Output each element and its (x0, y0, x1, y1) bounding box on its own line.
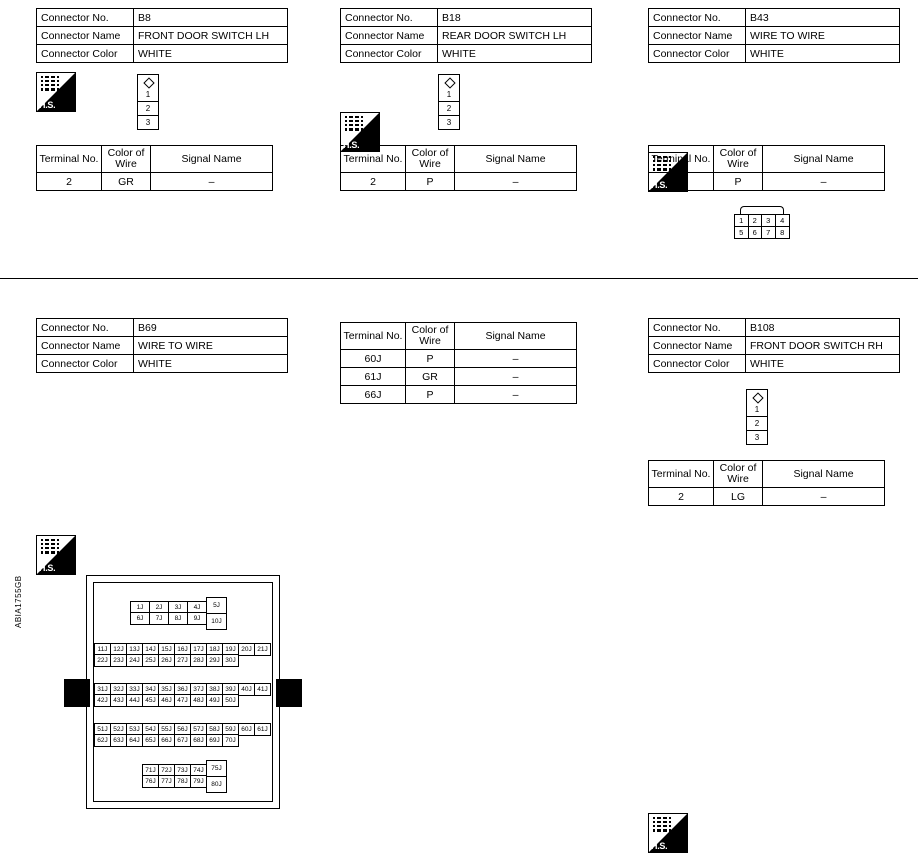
table-row (341, 27, 592, 45)
connector-color-label: Connector Color (341, 45, 438, 63)
cell-color-of-wire: P (406, 173, 455, 191)
table-row (341, 9, 592, 27)
connector-header-table-b18 (340, 8, 592, 63)
connector-color-label: Connector Color (649, 45, 746, 63)
pin-cell: 20J (239, 644, 255, 656)
pin-cell: 66J (159, 735, 175, 747)
cell-color-of-wire: P (714, 173, 763, 191)
table-row (649, 27, 900, 45)
pin-cell: 41J (255, 684, 271, 696)
pin-cell: 5 (735, 227, 749, 238)
cell-terminal-no: 2 (341, 173, 406, 191)
table-row (649, 337, 900, 355)
pin-cell: 30J (223, 655, 239, 667)
cell-terminal-no: 66J (341, 386, 406, 404)
pin-cell: 42J (95, 695, 111, 707)
col-terminal-no: Terminal No. (37, 146, 102, 173)
pin-cell: 14J (143, 644, 159, 656)
pin-group-1-extra (206, 597, 227, 630)
pin-cell: 1J (131, 602, 150, 614)
connector-face-icon (653, 817, 671, 833)
pin-cell: 1 (735, 215, 749, 227)
connector-name-label: Connector Name (341, 27, 438, 45)
connector-no-label: Connector No. (649, 319, 746, 337)
col-terminal-no: Terminal No. (649, 146, 714, 173)
pin-group-3-row2 (94, 694, 239, 707)
pin-cell: 58J (207, 724, 223, 736)
pin-cell: 64J (127, 735, 143, 747)
pin-cell: 16J (175, 644, 191, 656)
pin-cell: 73J (175, 765, 191, 777)
connector-color-label: Connector Color (37, 355, 134, 373)
pin-cell: 6 (749, 227, 763, 238)
pin-cell: 32J (111, 684, 127, 696)
pin-group-1-row2 (130, 612, 207, 625)
pin-cell: 24J (127, 655, 143, 667)
connector-color-value: WHITE (438, 45, 592, 63)
table-row (341, 173, 577, 191)
pin-cell: 3 (754, 433, 760, 442)
pin-cell: 44J (127, 695, 143, 707)
pin-cell: 23J (111, 655, 127, 667)
pin-cell: 2 (749, 215, 763, 227)
pinout-b69 (64, 575, 302, 807)
table-row (649, 319, 900, 337)
table-row (37, 355, 288, 373)
pin-cell: 7 (762, 227, 776, 238)
cell-terminal-no: 2 (649, 488, 714, 506)
hs-label-b18: H.S. (343, 140, 360, 150)
pin-cell: 34J (143, 684, 159, 696)
pin-cell: 80J (207, 777, 227, 793)
col-signal-name: Signal Name (455, 323, 577, 350)
pin-cell: 72J (159, 765, 175, 777)
pin-cell: 9J (188, 613, 207, 625)
pin-cell: 33J (127, 684, 143, 696)
pin-cell: 45J (143, 695, 159, 707)
connector-color-label: Connector Color (37, 45, 134, 63)
col-terminal-no: Terminal No. (341, 323, 406, 350)
document-side-code: ABIA1755GB (14, 575, 23, 628)
pin-cell: 39J (223, 684, 239, 696)
pin-cell: 63J (111, 735, 127, 747)
table-header-row (341, 146, 577, 173)
pin-cell: 1 (747, 403, 767, 417)
pin-cell: 2 (747, 417, 767, 431)
connector-no-label: Connector No. (37, 9, 134, 27)
connector-no-value: B43 (746, 9, 900, 27)
pin-cell: 49J (207, 695, 223, 707)
pin-cell: 78J (175, 776, 191, 788)
terminal-table-b8 (36, 145, 273, 191)
pin-cell: 29J (207, 655, 223, 667)
table-row (649, 45, 900, 63)
pin-group-5-row2 (142, 775, 207, 788)
connector-block-b108 (648, 318, 900, 373)
pin-cell: 40J (239, 684, 255, 696)
col-color-of-wire: Color of Wire (714, 146, 763, 173)
pinout-b8 (137, 74, 159, 130)
pin-cell: 10J (207, 614, 227, 630)
connector-no-value: B18 (438, 9, 592, 27)
pin-cell: 46J (159, 695, 175, 707)
connector-face-icon (41, 76, 59, 92)
pin-cell: 57J (191, 724, 207, 736)
hs-label-b69: H.S. (39, 563, 56, 573)
col-color-of-wire: Color of Wire (714, 461, 763, 488)
pin-cell: 21J (255, 644, 271, 656)
cell-color-of-wire: GR (406, 368, 455, 386)
pin-cell: 76J (143, 776, 159, 788)
keyway-icon (747, 390, 767, 403)
connector-color-label: Connector Color (649, 355, 746, 373)
pin-cell: 17J (191, 644, 207, 656)
pin-cell: 36J (175, 684, 191, 696)
connector-name-value: REAR DOOR SWITCH LH (438, 27, 592, 45)
connector-name-label: Connector Name (37, 337, 134, 355)
pin-cell: 48J (191, 695, 207, 707)
hs-icon-b69 (36, 535, 76, 575)
col-color-of-wire: Color of Wire (406, 323, 455, 350)
cell-terminal-no: 2 (37, 173, 102, 191)
hs-icon-b108 (648, 813, 688, 853)
pin-group-4-row2 (94, 734, 239, 747)
pin-cell: 35J (159, 684, 175, 696)
table-header-row (649, 146, 885, 173)
connector-no-label: Connector No. (649, 9, 746, 27)
connector-block-b43 (648, 8, 900, 63)
table-row (37, 319, 288, 337)
section-divider (0, 278, 918, 279)
pin-cell: 54J (143, 724, 159, 736)
cell-color-of-wire: GR (102, 173, 151, 191)
cell-color-of-wire: P (406, 350, 455, 368)
pin-cell: 4 (776, 215, 790, 227)
pin-cell: 26J (159, 655, 175, 667)
terminal-table-b18 (340, 145, 577, 191)
terminal-table-b43 (648, 145, 885, 191)
connector-color-value: WHITE (746, 355, 900, 373)
pin-cell: 3J (169, 602, 188, 614)
connector-no-value: B8 (134, 9, 288, 27)
cell-signal-name: – (455, 386, 577, 404)
connector-name-label: Connector Name (649, 27, 746, 45)
col-signal-name: Signal Name (763, 461, 885, 488)
connector-no-label: Connector No. (341, 9, 438, 27)
pin-cell: 56J (175, 724, 191, 736)
connector-latch-icon (740, 206, 784, 214)
table-row (649, 9, 900, 27)
col-color-of-wire: Color of Wire (102, 146, 151, 173)
hs-label-b43: H.S. (651, 180, 668, 190)
cell-signal-name: – (763, 488, 885, 506)
pin-cell: 7J (150, 613, 169, 625)
pin-cell: 15J (159, 644, 175, 656)
hs-icon-b8 (36, 72, 76, 112)
pin-cell: 19J (223, 644, 239, 656)
keyway-icon (138, 75, 158, 88)
connector-name-label: Connector Name (37, 27, 134, 45)
pin-cell: 47J (175, 695, 191, 707)
pinout-b18 (438, 74, 460, 130)
table-header-row (37, 146, 273, 173)
pin-cell: 77J (159, 776, 175, 788)
terminal-table-b69 (340, 322, 577, 404)
cell-terminal-no: 4 (649, 173, 714, 191)
hs-label-b8: H.S. (39, 100, 56, 110)
connector-header-table-b69 (36, 318, 288, 373)
table-header-row (341, 323, 577, 350)
pin-cell: 1 (439, 88, 459, 102)
pin-cell: 53J (127, 724, 143, 736)
table-row (649, 488, 885, 506)
cell-terminal-no: 60J (341, 350, 406, 368)
pin-cell: 3 (446, 118, 452, 127)
table-row (37, 27, 288, 45)
pin-cell: 67J (175, 735, 191, 747)
pin-cell: 55J (159, 724, 175, 736)
table-row (37, 337, 288, 355)
pin-cell: 31J (95, 684, 111, 696)
table-row (341, 386, 577, 404)
table-row (341, 350, 577, 368)
terminal-table-b108 (648, 460, 885, 506)
connector-tab-right (276, 679, 302, 707)
connector-header-table-b108 (648, 318, 900, 373)
cell-color-of-wire: LG (714, 488, 763, 506)
pinout-b108 (746, 389, 768, 445)
table-row (341, 368, 577, 386)
col-terminal-no: Terminal No. (341, 146, 406, 173)
connector-color-value: WHITE (746, 45, 900, 63)
connector-face-icon (345, 116, 363, 132)
col-color-of-wire: Color of Wire (406, 146, 455, 173)
col-signal-name: Signal Name (151, 146, 273, 173)
col-signal-name: Signal Name (455, 146, 577, 173)
pin-cell: 79J (191, 776, 207, 788)
pin-cell: 50J (223, 695, 239, 707)
pin-cell: 65J (143, 735, 159, 747)
connector-block-b69 (36, 318, 288, 373)
connector-name-value: FRONT DOOR SWITCH RH (746, 337, 900, 355)
pin-cell: 38J (207, 684, 223, 696)
cell-signal-name: – (151, 173, 273, 191)
pin-cell: 60J (239, 724, 255, 736)
pin-cell: 59J (223, 724, 239, 736)
connector-face-icon (41, 539, 59, 555)
connector-color-value: WHITE (134, 355, 288, 373)
pin-cell: 13J (127, 644, 143, 656)
cell-signal-name: – (763, 173, 885, 191)
pin-cell: 69J (207, 735, 223, 747)
table-header-row (649, 461, 885, 488)
connector-color-value: WHITE (134, 45, 288, 63)
pin-cell: 8J (169, 613, 188, 625)
table-row (649, 173, 885, 191)
cell-terminal-no: 61J (341, 368, 406, 386)
pin-cell: 74J (191, 765, 207, 777)
connector-no-label: Connector No. (37, 319, 134, 337)
connector-block-b18 (340, 8, 592, 63)
col-signal-name: Signal Name (763, 146, 885, 173)
pin-cell: 2 (138, 102, 158, 116)
pin-cell: 52J (111, 724, 127, 736)
pin-cell: 3 (145, 118, 151, 127)
pin-cell: 43J (111, 695, 127, 707)
pin-cell: 75J (207, 761, 227, 777)
pin-cell: 8 (780, 228, 785, 237)
cell-signal-name: – (455, 350, 577, 368)
table-row (37, 173, 273, 191)
cell-color-of-wire: P (406, 386, 455, 404)
connector-tab-left (64, 679, 90, 707)
pin-cell: 4J (188, 602, 207, 614)
cell-signal-name: – (455, 368, 577, 386)
connector-name-label: Connector Name (649, 337, 746, 355)
pin-cell: 11J (95, 644, 111, 656)
pin-cell: 27J (175, 655, 191, 667)
connector-no-value: B108 (746, 319, 900, 337)
pin-cell: 3 (762, 215, 776, 227)
connector-no-value: B69 (134, 319, 288, 337)
table-row (37, 45, 288, 63)
pin-cell: 71J (143, 765, 159, 777)
pin-cell: 37J (191, 684, 207, 696)
pin-cell: 12J (111, 644, 127, 656)
pin-cell: 68J (191, 735, 207, 747)
cell-signal-name: – (455, 173, 577, 191)
pin-cell: 61J (255, 724, 271, 736)
pin-cell: 6J (131, 613, 150, 625)
pin-cell: 70J (223, 735, 239, 747)
pin-cell: 5J (207, 598, 227, 614)
connector-name-value: WIRE TO WIRE (134, 337, 288, 355)
connector-name-value: WIRE TO WIRE (746, 27, 900, 45)
pin-cell: 2 (439, 102, 459, 116)
pinout-b43 (734, 206, 790, 239)
pin-cell: 18J (207, 644, 223, 656)
pin-grid (734, 214, 790, 239)
pin-cell: 51J (95, 724, 111, 736)
pin-group-2-row2 (94, 654, 239, 667)
pin-cell: 62J (95, 735, 111, 747)
keyway-icon (439, 75, 459, 88)
hs-label-b108: H.S. (651, 841, 668, 851)
pin-cell: 28J (191, 655, 207, 667)
connector-header-table-b8 (36, 8, 288, 63)
pin-cell: 2J (150, 602, 169, 614)
connector-block-b8 (36, 8, 288, 63)
table-row (37, 9, 288, 27)
connector-header-table-b43 (648, 8, 900, 63)
connector-name-value: FRONT DOOR SWITCH LH (134, 27, 288, 45)
pin-group-5-extra (206, 760, 227, 793)
table-row (649, 355, 900, 373)
pin-cell: 1 (138, 88, 158, 102)
pin-cell: 22J (95, 655, 111, 667)
col-terminal-no: Terminal No. (649, 461, 714, 488)
pin-cell: 25J (143, 655, 159, 667)
table-row (341, 45, 592, 63)
